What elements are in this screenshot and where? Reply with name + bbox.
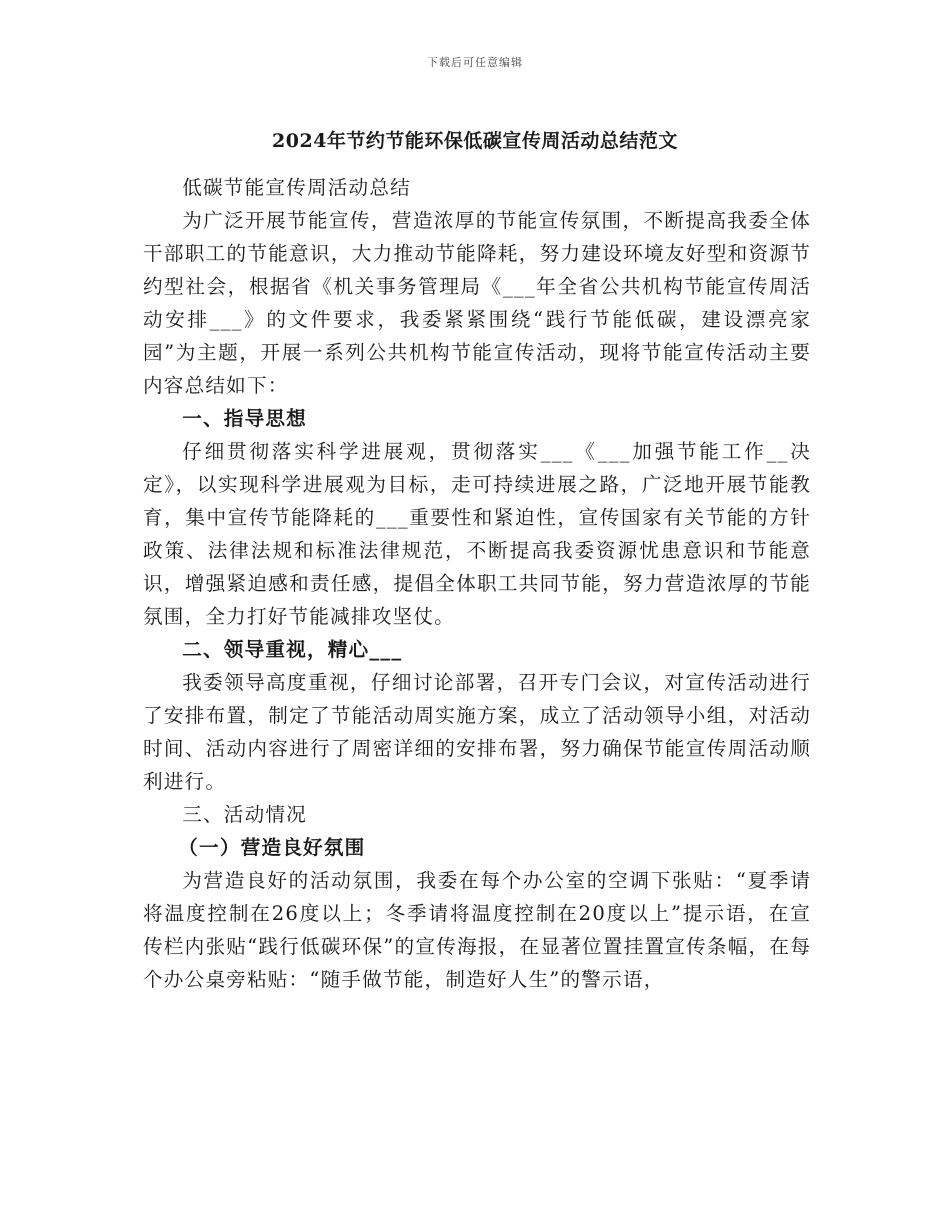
document-title: 2024年节约节能环保低碳宣传周活动总结范文 bbox=[272, 130, 678, 152]
subtitle-paragraph: 低碳节能宣传周活动总结 bbox=[182, 176, 411, 199]
page-header-note: 下载后可任意编辑 bbox=[427, 56, 523, 69]
guiding-thought-paragraph: 仔细贯彻落实科学进展观，贯彻落实___《___加强节能工作__决定》，以实现科学进展观为目标，走可持续进展之路，广泛地开展节能教育，集中宣传节能降耗的___重要性和紧迫性，宣传国家有关节能的方针政策、法律法规和标准法律规范，不断提高我委资源忧患意识和节能意识，增强紧迫感和责任感，提倡全体职工共同节能，努力营造浓厚的节能氛围，全力打好节能减排攻坚仗。 bbox=[143, 440, 811, 628]
intro-paragraph: 为广泛开展节能宣传，营造浓厚的节能宣传氛围，不断提高我委全体干部职工的节能意识，大力推动节能降耗，努力建设环境友好型和资源节约型社会，根据省《机关事务管理局《___年全省公共机构节能宣传周活动安排___》的文件要求，我委紧紧围绕“践行节能低碳，建设漂亮家园”为主题，开展一系列公共机构节能宣传活动，现将节能宣传活动主要内容总结如下： bbox=[143, 209, 811, 397]
section-heading-guiding-thought: 一、指导思想 bbox=[182, 407, 307, 430]
subsection-heading-atmosphere: （一）营造良好氛围 bbox=[178, 836, 366, 859]
atmosphere-paragraph: 为营造良好的活动氛围，我委在每个办公室的空调下张贴：“夏季请将温度控制在26度以上；冬季请将温度控制在20度以上”提示语，在宣传栏内张贴“践行低碳环保”的宣传海报，在显著位置挂置宣传条幅，在每个办公桌旁粘贴：“随手做节能，制造好人生”的警示语， bbox=[143, 869, 811, 991]
section-heading-leadership: 二、领导重视，精心___ bbox=[182, 638, 403, 661]
document-body bbox=[143, 171, 811, 996]
leadership-paragraph: 我委领导高度重视，仔细讨论部署，召开专门会议，对宣传活动进行了安排布置，制定了节能活动周实施方案，成立了活动领导小组，对活动时间、活动内容进行了周密详细的安排布署，努力确保节能宣传周活动顺利进行。 bbox=[143, 671, 811, 793]
section-heading-activities: 三、活动情况 bbox=[182, 803, 307, 826]
